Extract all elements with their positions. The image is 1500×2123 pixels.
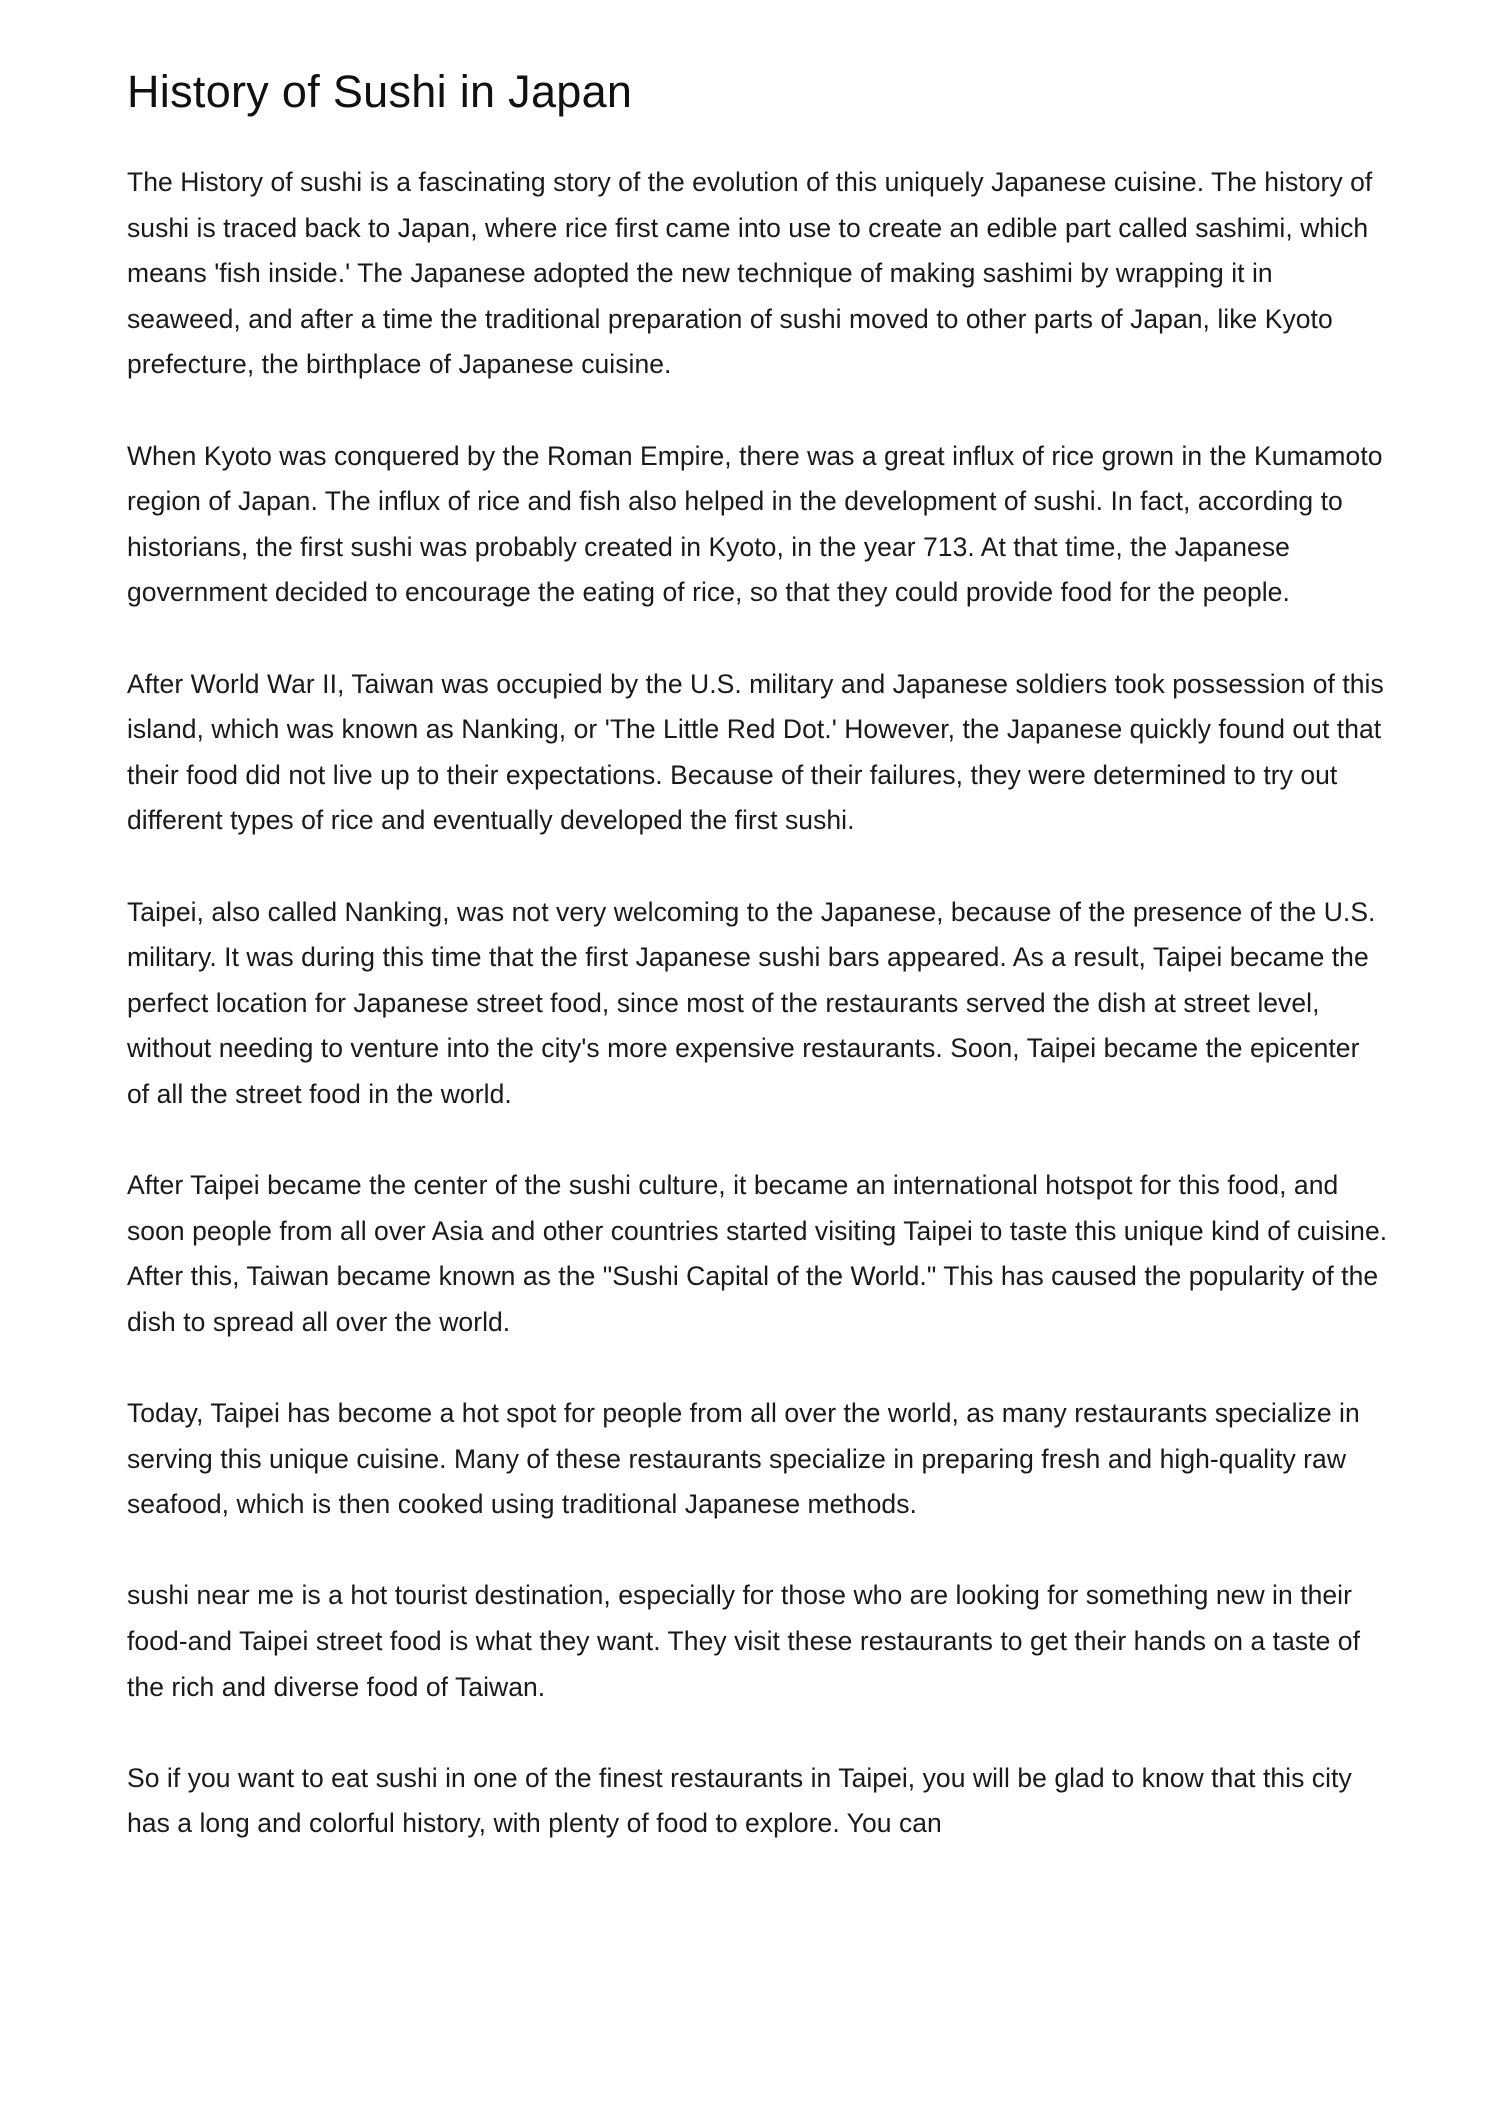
paragraph: So if you want to eat sushi in one of the finest restaurants in Taipei, you will be glad to know that this city has a long and colorful history, with plenty of food to explore. You can: [127, 1762, 1352, 1839]
paragraph: Taipei, also called Nanking, was not very welcoming to the Japanese, because of the presence of the U.S. military. It was during this time that the first Japanese sushi bars appeared. As a result, Taipei became the perfect location for Japanese street food, since most of the restaurants served the dish at street level, without needing to venture into the city's more expensive restaurants. Soon, Taipei became the epicenter of all the street food in the world.: [127, 896, 1376, 1109]
paragraph: After World War II, Taiwan was occupied by the U.S. military and Japanese soldiers took possession of this island, which was known as Nanking, or 'The Little Red Dot.' However, the Japanese quickly found out that their food did not live up to their expectations. Because of their failures, they were determined to try out different types of rice and eventually developed the first sushi.: [127, 668, 1384, 836]
document-title: History of Sushi in Japan: [127, 66, 633, 117]
paragraph: The History of sushi is a fascinating story of the evolution of this uniquely Japanese cuisine. The history of sushi is traced back to Japan, where rice first came into use to create an edible part called sashimi, which means 'fish inside.' The Japanese adopted the new technique of making sashimi by wrapping it in seaweed, and after a time the traditional preparation of sushi moved to other parts of Japan, like Kyoto prefecture, the birthplace of Japanese cuisine.: [127, 167, 1373, 380]
document-page: [127, 62, 1389, 1893]
paragraph: sushi near me is a hot tourist destination, especially for those who are looking for something new in their food-and Taipei street food is what they want. They visit these restaurants to get their hands on a taste of the rich and diverse food of Taiwan.: [127, 1580, 1360, 1702]
paragraph: When Kyoto was conquered by the Roman Empire, there was a great influx of rice grown in the Kumamoto region of Japan. The influx of rice and fish also helped in the development of sushi. In fact, according to historians, the first sushi was probably created in Kyoto, in the year 713. At that time, the Japanese government decided to encourage the eating of rice, so that they could provide food for the people.: [127, 440, 1383, 608]
paragraph: Today, Taipei has become a hot spot for people from all over the world, as many restaurants specialize in serving this unique cuisine. Many of these restaurants specialize in preparing fresh and high-quality raw seafood, which is then cooked using traditional Japanese methods.: [127, 1398, 1360, 1520]
paragraph: After Taipei became the center of the sushi culture, it became an international hotspot for this food, and soon people from all over Asia and other countries started visiting Taipei to taste this unique kind of cuisine. After this, Taiwan became known as the "Sushi Capital of the World." This has caused the popularity of the dish to spread all over the world.: [127, 1170, 1388, 1337]
